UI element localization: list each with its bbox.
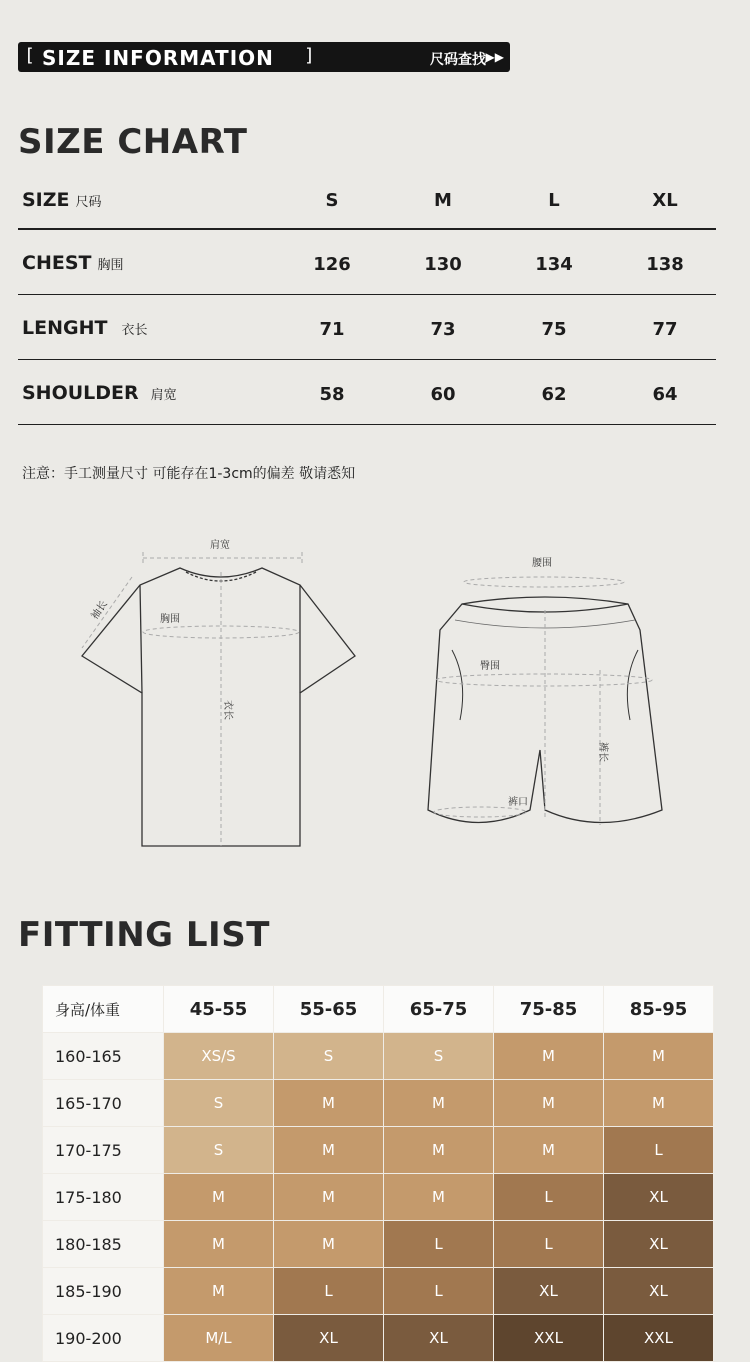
fitting-size-cell: L [384,1268,494,1315]
fitting-size-cell: XL [604,1174,714,1221]
fitting-row [43,1315,714,1362]
fitting-size-cell: L [494,1174,604,1221]
fitting-size-cell: M [274,1080,384,1127]
fitting-size-cell: M/L [164,1315,274,1362]
size-value: 138 [646,254,684,275]
fitting-list-title: FITTING LIST [18,915,270,955]
fitting-row [43,1221,714,1268]
fitting-row [43,1268,714,1315]
size-value: 62 [541,384,567,405]
size-row-length [18,295,716,360]
fitting-size-cell: M [274,1174,384,1221]
fitting-size-cell: L [274,1268,384,1315]
size-value: 64 [652,384,678,405]
size-header-m: M [434,190,452,211]
height-range: 180-185 [43,1221,164,1268]
weight-header: 85-95 [604,986,714,1033]
fitting-size-cell: M [604,1080,714,1127]
row-label-en: SHOULDER [22,382,139,404]
fitting-corner-label: 身高/体重 [43,986,164,1033]
fitting-size-cell: L [384,1221,494,1268]
size-value: 126 [313,254,351,275]
height-range: 190-200 [43,1315,164,1362]
garment-diagram [0,520,750,870]
size-corner-cn: 尺码 [75,195,102,210]
size-chart-title: SIZE CHART [18,122,248,162]
size-value: 73 [430,319,456,340]
header-title: SIZE INFORMATION [42,46,274,70]
size-value: 71 [319,319,345,340]
size-value: 130 [424,254,462,275]
shorts-length-label: 裤长 [597,742,608,762]
garment-diagram-svg [0,520,750,870]
fitting-size-cell: M [604,1033,714,1080]
fitting-row [43,1033,714,1080]
fitting-size-cell: XL [604,1268,714,1315]
fitting-size-cell: M [164,1268,274,1315]
size-row-chest [18,230,716,295]
fitting-row [43,1174,714,1221]
weight-header: 55-65 [274,986,384,1033]
fitting-table [42,985,714,1362]
measurement-note: 注意：手工测量尺寸 可能存在1-3cm的偏差 敬请悉知 [22,466,356,482]
fitting-row [43,1127,714,1174]
size-header-s: S [325,190,339,211]
size-table-header-row [18,170,716,230]
fitting-size-cell: S [164,1127,274,1174]
fitting-row [43,1080,714,1127]
weight-header: 75-85 [494,986,604,1033]
weight-header: 65-75 [384,986,494,1033]
fitting-size-cell: XL [494,1268,604,1315]
waist-label: 腰围 [532,558,552,569]
row-label-en: CHEST [22,252,92,274]
size-header-l: L [548,190,560,211]
size-table [18,170,716,425]
fitting-size-cell: XXL [604,1315,714,1362]
size-header-xl: XL [652,190,678,211]
size-corner-en: SIZE [22,189,70,211]
size-corner-label [22,189,102,211]
chest-label: 胸围 [160,614,180,625]
fitting-size-cell: M [274,1221,384,1268]
fitting-size-cell: M [274,1127,384,1174]
header-subtitle: 尺码查找 [430,52,486,68]
row-label-cn: 胸围 [97,258,124,273]
height-range: 165-170 [43,1080,164,1127]
fitting-size-cell: M [164,1221,274,1268]
header-bar [18,42,510,72]
bracket-right: ] [304,45,315,66]
tshirt-illustration [82,568,355,846]
fitting-size-cell: M [384,1080,494,1127]
height-range: 170-175 [43,1127,164,1174]
fitting-size-cell: M [494,1127,604,1174]
height-range: 160-165 [43,1033,164,1080]
row-label [22,252,123,274]
row-label-cn: 衣长 [121,323,148,338]
row-label-cn: 肩宽 [150,388,177,403]
leg-opening-label: 裤口 [508,797,528,808]
fitting-size-cell: M [384,1174,494,1221]
height-range: 175-180 [43,1174,164,1221]
size-value: 58 [319,384,345,405]
hip-label: 臀围 [480,661,500,672]
height-range: 185-190 [43,1268,164,1315]
double-arrow-icon: ▶▶ [485,50,504,64]
shoulder-label: 肩宽 [210,540,230,551]
fitting-size-cell: S [164,1080,274,1127]
fitting-size-cell: S [274,1033,384,1080]
fitting-size-cell: M [494,1033,604,1080]
size-value: 75 [541,319,567,340]
size-value: 60 [430,384,456,405]
row-label [22,317,147,339]
weight-header: 45-55 [164,986,274,1033]
row-label [22,382,177,404]
sleeve-label: 袖长 [89,599,110,622]
fitting-size-cell: M [494,1080,604,1127]
fitting-size-cell: XL [274,1315,384,1362]
fitting-size-cell: M [384,1127,494,1174]
size-value: 134 [535,254,573,275]
length-label: 衣长 [222,700,233,720]
fitting-size-cell: XL [384,1315,494,1362]
size-value: 77 [652,319,678,340]
fitting-size-cell: XXL [494,1315,604,1362]
fitting-header-row [43,986,714,1033]
bracket-left: [ [24,45,35,66]
fitting-size-cell: S [384,1033,494,1080]
fitting-size-cell: M [164,1174,274,1221]
fitting-size-cell: L [494,1221,604,1268]
fitting-size-cell: XS/S [164,1033,274,1080]
size-row-shoulder [18,360,716,425]
fitting-size-cell: L [604,1127,714,1174]
fitting-size-cell: XL [604,1221,714,1268]
row-label-en: LENGHT [22,317,108,339]
